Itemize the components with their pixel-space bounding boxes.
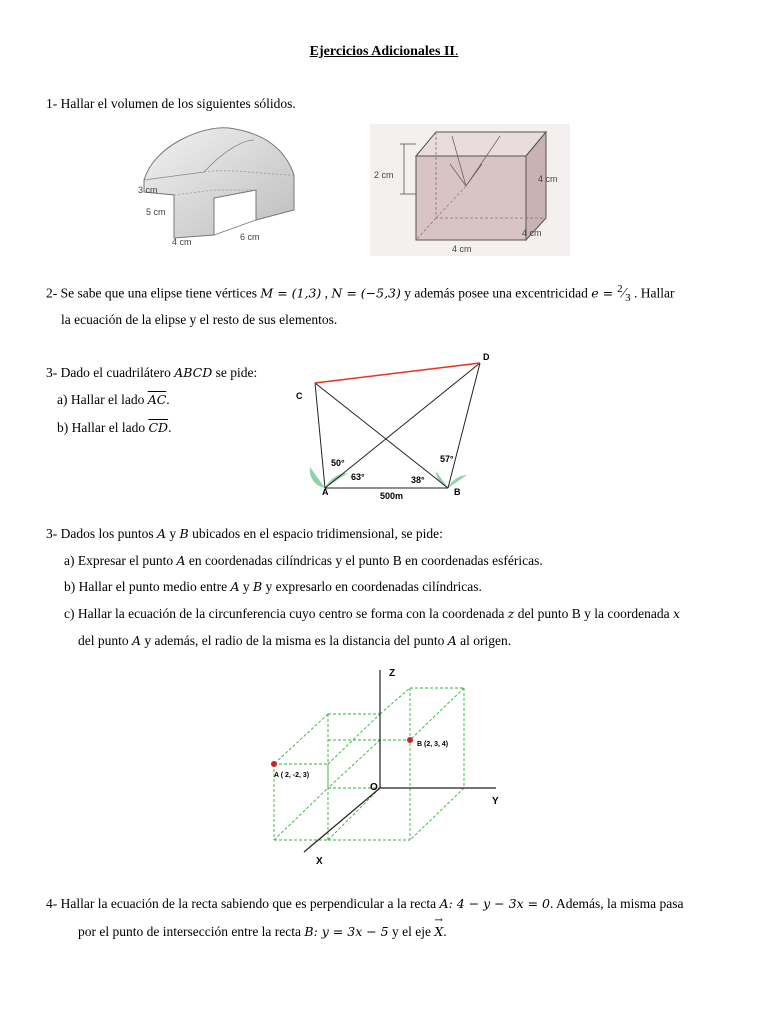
exercise-2-line-1: 2- Se sabe que una elipse tiene vértices M = (1,3) , N = (−5,3) y además posee una excentricidad $e = ^2⁄_3$ . Hallar	[46, 283, 675, 305]
solid-1-dim-3cm: 3 cm	[138, 185, 158, 195]
exercise-4-item-c: c) Hallar la ecuación de la circunferencia cuyo centro se forma con la coordenada z del punto B y la coordenada x	[64, 606, 681, 621]
exercise-5-line-2: por el punto de intersección entre la recta B: y = 3x − 5 y el eje → X.	[78, 915, 447, 939]
solid-1-figure	[134, 120, 304, 250]
label-D: D	[483, 352, 490, 362]
solid-2-dim-4cm-base: 4 cm	[452, 244, 472, 254]
base-length: 500m	[380, 491, 404, 501]
exercise-4-item-a: a) Expresar el punto A en coordenadas cilíndricas y el punto B en coordenadas esféricas.	[64, 553, 543, 568]
exercise-3-item-a: a) Hallar el lado $\overline{AC}$.	[57, 392, 170, 407]
vector-arrow-icon: →	[434, 915, 443, 926]
exercise-3-text: 3- Dado el cuadrilátero ABCD se pide:	[46, 365, 258, 380]
solid-1-dim-6cm: 6 cm	[240, 232, 260, 242]
axis-Y-label: Y	[492, 796, 499, 807]
page-title: Ejercicios Adicionales II.	[309, 44, 459, 59]
solid-1-dim-4cm: 4 cm	[172, 237, 192, 247]
exercise-5-line-1: 4- Hallar la ecuación de la recta sabiendo que es perpendicular a la recta A: 4 − y − 3x = 0. Además, la misma pasa	[46, 896, 684, 911]
axis-X-label: X	[316, 856, 323, 867]
point-B-label: B (2, 3, 4)	[417, 741, 449, 748]
solid-2-dim-4cm-depth: 4 cm	[522, 228, 542, 238]
angle-38: 38°	[411, 475, 425, 485]
exercise-4-text: 3- Dados los puntos A y B ubicados en el espacio tridimensional, se pide:	[46, 526, 443, 541]
label-B: B	[454, 487, 461, 497]
solid-2-dim-2cm: 2 cm	[374, 170, 394, 180]
label-A: A	[322, 487, 329, 497]
exercise-1-text: 1- Hallar el volumen de los siguientes sólidos.	[46, 96, 296, 111]
angle-57: 57°	[440, 454, 454, 464]
label-C: C	[296, 391, 303, 401]
exercise-2-line-2: la ecuación de la elipse y el resto de sus elementos.	[61, 312, 338, 327]
solid-1-dim-5cm: 5 cm	[146, 207, 166, 217]
solid-2-figure	[370, 124, 570, 256]
angle-63: 63°	[351, 472, 365, 482]
exercise-4-item-c-line-2: del punto A y además, el radio de la misma es la distancia del punto A al origen.	[78, 633, 512, 648]
solid-2-dim-4cm-right: 4 cm	[538, 174, 558, 184]
exercise-3-item-b: b) Hallar el lado $\overline{CD}$.	[57, 420, 172, 435]
origin-label: O	[370, 782, 378, 793]
angle-50: 50°	[331, 458, 345, 468]
point-A-label: A ( 2, -2, 3)	[274, 772, 310, 779]
exercise-4-item-b: b) Hallar el punto medio entre A y B y expresarlo en coordenadas cilíndricas.	[64, 579, 482, 594]
axis-Z-label: Z	[389, 668, 396, 679]
quadrilateral-figure	[288, 345, 508, 505]
3d-coordinate-figure	[260, 660, 520, 872]
